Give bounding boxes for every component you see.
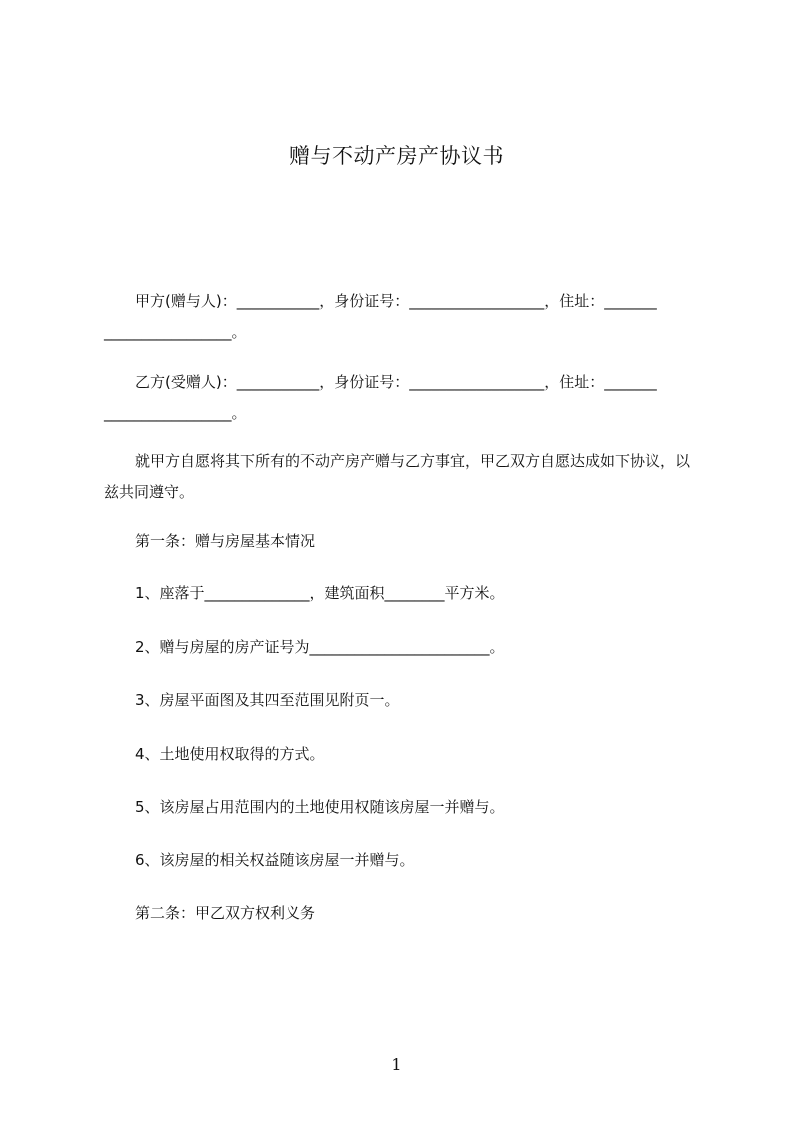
party-b-paragraph: 乙方(受赠人)：___________，身份证号：__________________，住址：_______ _________________。 [104,373,662,422]
page-number: 1 [391,1055,402,1074]
party-a-paragraph: 甲方(赠与人)：___________，身份证号：__________________，住址：_______ _________________。 [104,292,662,341]
article-1-item: 2、赠与房屋的房产证号为________________________。 [135,638,505,656]
article-1-heading: 第一条：赠与房屋基本情况 [135,532,316,550]
document-title: 赠与不动产房产协议书 [289,144,504,168]
article-1-item: 3、房屋平面图及其四至范围见附页一。 [135,691,400,709]
article-1-item: 5、该房屋占用范围内的土地使用权随该房屋一并赠与。 [135,798,505,816]
article-2-heading: 第二条：甲乙双方权利义务 [135,904,316,922]
article-1-item: 4、土地使用权取得的方式。 [135,745,325,763]
article-1-item: 1、座落于______________，建筑面积________平方米。 [135,584,505,602]
preamble-paragraph: 就甲方自愿将其下所有的不动产房产赠与乙方事宜，甲乙双方自愿达成如下协议，以兹共同遵守。 [104,452,691,501]
article-1-item: 6、该房屋的相关权益随该房屋一并赠与。 [135,851,415,869]
